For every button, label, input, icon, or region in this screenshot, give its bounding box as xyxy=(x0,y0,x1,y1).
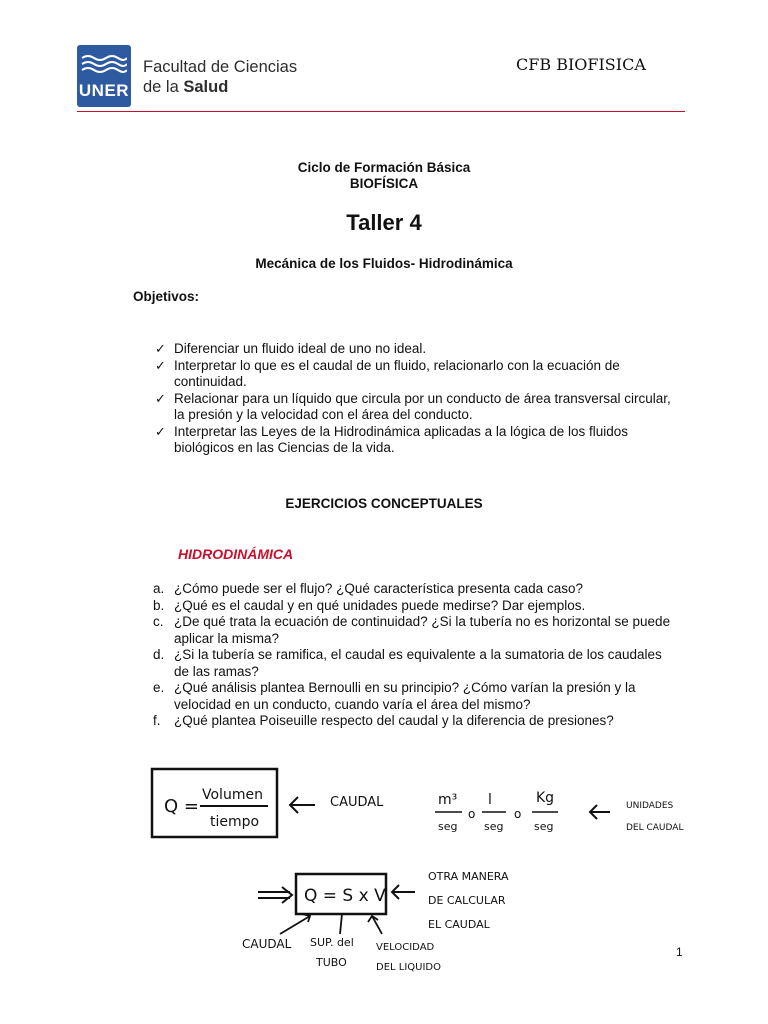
objective-item xyxy=(155,358,675,391)
objectives-list xyxy=(155,341,675,457)
velocity-label-line2: DEL LIQUIDO xyxy=(376,962,441,973)
waves-icon xyxy=(81,53,127,75)
question-text: ¿Si la tubería se ramifica, el caudal es equivalente a la sumatoria de los caudales de las ramas? xyxy=(174,647,662,679)
objective-item xyxy=(155,424,675,457)
formula-area-velocity: Q = S x V xyxy=(304,886,386,906)
unit2-num: l xyxy=(488,792,492,808)
question-text: ¿De qué trata la ecuación de continuidad? ¿Si la tubería no es horizontal se puede aplicar la misma? xyxy=(174,614,671,646)
formula-denominator: tiempo xyxy=(210,814,260,830)
uner-logo xyxy=(77,45,131,107)
checkmark-icon: ✓ xyxy=(155,423,166,439)
objective-text: Relacionar para un líquido que circula por un conducto de área transversal circular, la presión y la velocidad con el área del conducto. xyxy=(174,390,671,422)
question-text: ¿Qué análisis plantea Bernoulli en su principio? ¿Cómo varían la presión y la velocidad en un conducto, cuando varía el área del mismo? xyxy=(174,680,636,712)
question-letter: b. xyxy=(153,597,165,613)
surface-label-line2: TUBO xyxy=(316,956,347,969)
header-course-code: CFB BIOFISICA xyxy=(516,55,646,74)
question-item xyxy=(153,598,673,615)
objective-text: Interpretar las Leyes de la Hidrodinámica aplicadas a la lógica de los fluidos biológicos en las Ciencias de la vida. xyxy=(174,423,629,455)
arrow-left-icon xyxy=(392,885,415,899)
formula-lhs: Q = xyxy=(164,796,199,817)
page-number: 1 xyxy=(676,945,683,959)
page-title: Taller 4 xyxy=(346,210,422,235)
question-letter: c. xyxy=(153,614,164,629)
faculty-name-line2 xyxy=(143,77,297,97)
question-letter: a. xyxy=(153,581,165,596)
objectives-heading: Objetivos: xyxy=(133,289,200,304)
arrow-left-icon xyxy=(590,805,610,819)
caudal-formula-sketch xyxy=(140,760,400,852)
questions-list xyxy=(153,581,673,730)
double-arrow-right-icon xyxy=(258,887,292,903)
question-text: ¿Cómo puede ser el flujo? ¿Qué característica presenta cada caso? xyxy=(174,581,583,596)
faculty-name xyxy=(143,57,297,97)
header-divider xyxy=(77,111,685,112)
question-item xyxy=(153,647,673,680)
checkmark-icon: ✓ xyxy=(155,341,166,356)
formula-numerator: Volumen xyxy=(202,787,263,803)
logo-abbrev: UNER xyxy=(78,81,130,100)
units-label-line1: UNIDADES xyxy=(626,801,674,811)
unit1-den: seg xyxy=(438,820,458,833)
question-text: ¿Qué plantea Poiseuille respecto del caudal y la diferencia de presiones? xyxy=(174,713,614,728)
subsection-title: HIDRODINÁMICA xyxy=(178,546,294,562)
question-letter: f. xyxy=(153,713,161,728)
faculty-name-line1: Facultad de Ciencias xyxy=(143,58,298,76)
side-note-line1: OTRA MANERA xyxy=(428,870,509,883)
objective-text: Diferenciar un fluido ideal de uno no ideal. xyxy=(174,341,427,356)
unit3-den: seg xyxy=(534,820,554,833)
faculty-name-line2a: de la xyxy=(143,78,184,96)
question-letter: d. xyxy=(153,647,165,662)
caudal-units-sketch xyxy=(430,778,686,850)
question-text: ¿Qué es el caudal y en qué unidades puede medirse? Dar ejemplos. xyxy=(174,597,586,613)
course-title-line2: BIOFÍSICA xyxy=(349,176,419,191)
caudal-label: CAUDAL xyxy=(242,937,292,951)
or-label: o xyxy=(468,807,476,821)
checkmark-icon: ✓ xyxy=(155,390,166,406)
side-note-line2: DE CALCULAR xyxy=(428,894,506,907)
question-item xyxy=(153,680,673,713)
question-item xyxy=(153,614,673,647)
question-letter: e. xyxy=(153,680,165,695)
caudal-label: CAUDAL xyxy=(330,795,384,810)
velocity-label-line1: VELOCIDAD xyxy=(376,942,435,953)
unit2-den: seg xyxy=(484,820,504,833)
surface-label-line1: SUP. del xyxy=(310,936,354,949)
caudal-area-velocity-sketch xyxy=(240,862,530,980)
question-item xyxy=(153,713,673,730)
objective-text: Interpretar lo que es el caudal de un fluido, relacionarlo con la ecuación de continuidad. xyxy=(174,357,620,389)
unit1-num: m³ xyxy=(438,792,458,808)
arrow-up-icon xyxy=(280,914,310,934)
objective-item xyxy=(155,391,675,424)
arrow-left-icon xyxy=(290,797,315,813)
page-subtitle: Mecánica de los Fluidos- Hidrodinámica xyxy=(255,256,513,271)
unit3-num: Kg xyxy=(536,790,555,806)
question-item xyxy=(153,581,673,598)
course-title-line1: Ciclo de Formación Básica xyxy=(297,160,471,175)
arrow-up-icon xyxy=(340,914,342,934)
arrow-up-icon xyxy=(368,916,382,934)
section-title: EJERCICIOS CONCEPTUALES xyxy=(285,496,483,511)
or-label: o xyxy=(514,807,522,821)
objective-item xyxy=(155,341,675,358)
checkmark-icon: ✓ xyxy=(155,357,166,373)
units-label-line2: DEL CAUDAL xyxy=(626,823,684,833)
faculty-name-line2b: Salud xyxy=(183,78,229,96)
course-title xyxy=(0,160,768,192)
side-note-line3: EL CAUDAL xyxy=(428,918,490,931)
